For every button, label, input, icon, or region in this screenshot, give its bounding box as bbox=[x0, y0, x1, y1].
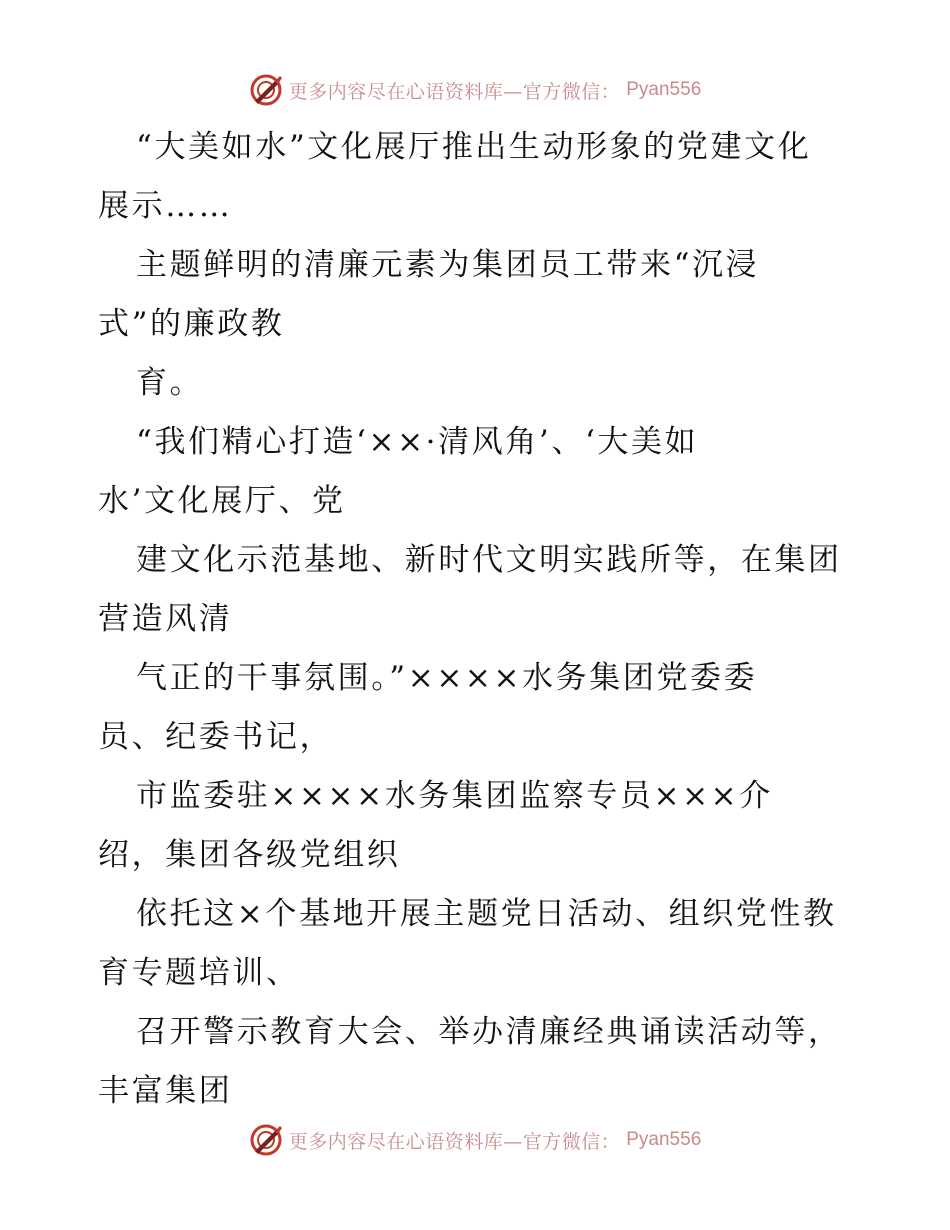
text-line: 市监委驻××××水务集团监察专员×××介 bbox=[136, 778, 773, 814]
text-line: 召开警示教育大会、举办清廉经典诵读活动等， bbox=[136, 1014, 842, 1050]
pen-logo-icon bbox=[249, 73, 283, 107]
text-line: “大美如水”文化展厅推出生动形象的党建文化 bbox=[136, 129, 812, 165]
banner-wechat-id: Pyan556 bbox=[626, 1129, 702, 1150]
banner-wechat-id: Pyan556 bbox=[626, 79, 702, 100]
document-body bbox=[98, 118, 858, 1121]
header-banner bbox=[0, 70, 950, 110]
text-line: 绍，集团各级党组织 bbox=[98, 837, 401, 873]
text-line: “我们精心打造‘××·清风角’、‘大美如 bbox=[136, 424, 699, 460]
banner-text: 更多内容尽在心语资料库—官方微信： bbox=[288, 1130, 621, 1153]
text-line: 主题鲜明的清廉元素为集团员工带来“沉浸 bbox=[136, 247, 760, 283]
text-line: 营造风清 bbox=[98, 601, 233, 637]
text-line: 丰富集团 bbox=[98, 1073, 233, 1109]
text-line: 建文化示范基地、新时代文明实践所等，在集团 bbox=[136, 542, 842, 578]
text-line: 式”的廉政教 bbox=[98, 306, 285, 342]
banner-text: 更多内容尽在心语资料库—官方微信： bbox=[288, 80, 621, 103]
text-line: 气正的干事氛围。”××××水务集团党委委 bbox=[136, 660, 758, 696]
text-line: 员、纪委书记， bbox=[98, 719, 334, 755]
pen-logo-icon bbox=[249, 1123, 283, 1157]
text-line: 依托这×个基地开展主题党日活动、组织党性教 bbox=[136, 896, 837, 932]
text-line: 水’文化展厅、党 bbox=[98, 483, 346, 519]
text-line: 育。 bbox=[136, 365, 204, 401]
text-line: 展示…… bbox=[98, 188, 233, 224]
text-line: 育专题培训、 bbox=[98, 955, 300, 991]
footer-banner bbox=[0, 1120, 950, 1160]
